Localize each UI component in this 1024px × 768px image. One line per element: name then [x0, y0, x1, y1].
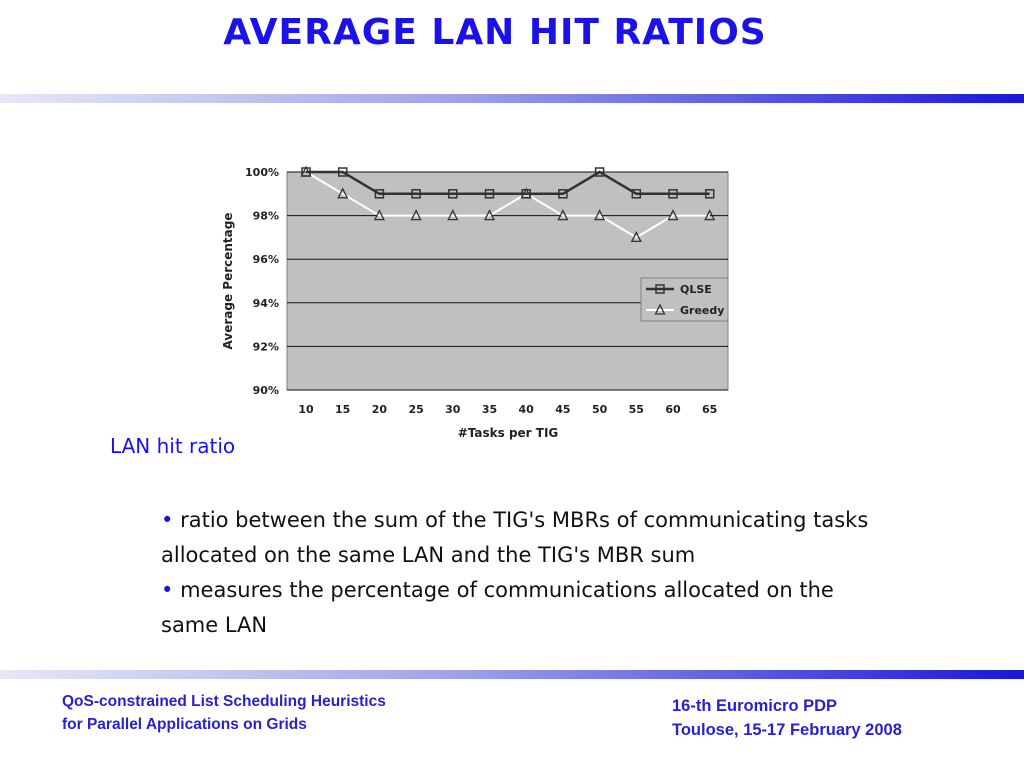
footer-left-line-1: QoS-constrained List Scheduling Heuristics	[62, 693, 386, 710]
y-tick-label: 96%	[252, 253, 279, 267]
bullet-1-line-2: allocated on the same LAN and the TIG's MBR sum	[161, 543, 696, 567]
footer-left-line-2: for Parallel Applications on Grids	[62, 716, 307, 733]
lan-hit-ratio-chart	[210, 156, 740, 446]
x-tick-label: 35	[481, 403, 498, 416]
x-tick-label: 10	[298, 403, 314, 416]
x-tick-label: 20	[371, 403, 388, 416]
x-axis-label: #Tasks per TIG	[457, 426, 559, 440]
x-tick-label: 50	[591, 403, 608, 416]
x-tick-labels	[298, 403, 717, 416]
x-tick-label: 55	[628, 403, 644, 416]
legend-label: Greedy	[680, 304, 725, 317]
bottom-gradient-divider	[0, 670, 1024, 679]
top-gradient-divider	[0, 94, 1024, 103]
bullet-2-line-2: same LAN	[161, 613, 268, 637]
bullet-dot: •	[161, 578, 174, 602]
y-tick-label: 92%	[252, 340, 279, 354]
y-tick-label: 90%	[252, 384, 279, 397]
bullet-2-text-1: measures the percentage of communications allocated on the	[180, 578, 834, 602]
y-tick-labels	[245, 166, 279, 397]
legend	[641, 278, 728, 321]
footer-conference	[672, 694, 902, 742]
y-tick-label: 100%	[245, 166, 279, 179]
footer-right-line-2: Toulose, 15-17 February 2008	[672, 721, 902, 739]
bullet-2-line-1	[161, 573, 981, 608]
footer-right-line-1: 16-th Euromicro PDP	[672, 697, 838, 715]
bullet-dot: •	[161, 508, 174, 532]
x-tick-label: 40	[518, 403, 534, 416]
lan-hit-ratio-heading: LAN hit ratio	[110, 434, 236, 458]
footer-paper-title	[62, 690, 386, 736]
x-tick-label: 25	[408, 403, 424, 416]
y-tick-label: 94%	[252, 296, 279, 310]
x-tick-label: 15	[335, 403, 351, 416]
y-tick-label: 98%	[252, 209, 279, 223]
x-tick-label: 60	[665, 403, 681, 416]
slide-title: AVERAGE LAN HIT RATIOS	[223, 12, 767, 53]
bullet-list	[161, 503, 981, 643]
x-tick-label: 45	[555, 403, 571, 416]
x-tick-label: 65	[702, 403, 718, 416]
legend-label: QLSE	[680, 283, 712, 296]
bullet-1-line-1	[161, 503, 981, 538]
bullet-1-text-1: ratio between the sum of the TIG's MBRs of communicating tasks	[180, 508, 869, 532]
x-tick-label: 30	[445, 403, 461, 416]
y-axis-label: Average Percentage	[221, 212, 235, 350]
